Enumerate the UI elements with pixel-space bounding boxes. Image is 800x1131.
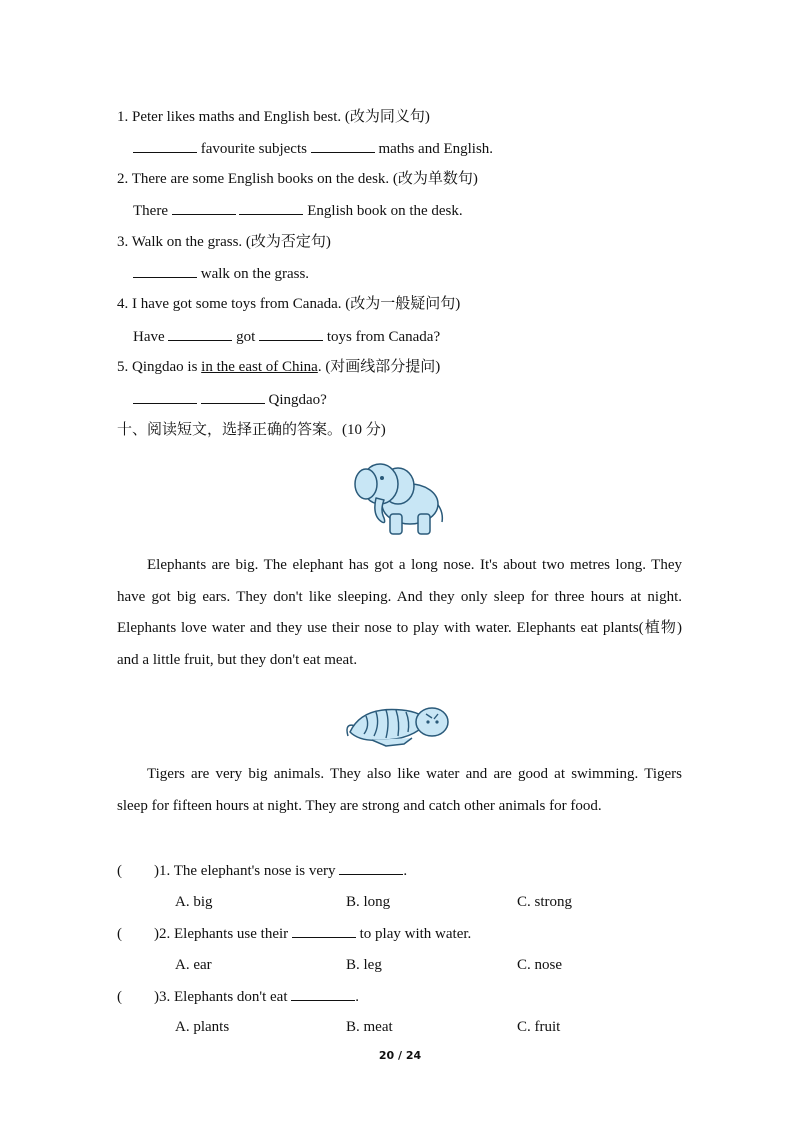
q5-suffix: . [317, 359, 322, 375]
q4-answer-b: got [236, 329, 256, 345]
option-b[interactable]: B. meat [346, 1019, 393, 1035]
option-c[interactable]: C. strong [517, 894, 573, 910]
q3-blank-1[interactable] [133, 263, 197, 278]
answer-paren-close: ) [154, 863, 159, 879]
q5-prefix: 5. Qingdao is [117, 359, 202, 375]
elephant-passage: Elephants are big. The elephant has got a long nose. It's about two metres long. They have got big ears. They don't like sleeping. And they only sleep for three hours at night. Elephants love water and they use their nose to play with water. Elephants eat plants(植物) and a little fruit, but they don't eat meat. [117, 557, 682, 668]
q5-underlined: in the east of China [201, 359, 318, 375]
q1-answer-b: maths and English. [378, 141, 494, 157]
q1-instruction: (改为同义句) [344, 109, 430, 125]
option-b[interactable]: B. leg [346, 957, 382, 973]
q5-instruction: (对画线部分提问) [325, 359, 441, 375]
section-title: 十、阅读短文，选择正确的答案。(10 分) [117, 422, 386, 438]
answer-paren-open[interactable]: ( [117, 926, 122, 942]
q5-answer-line [133, 389, 327, 410]
q1-blank-1[interactable] [133, 138, 197, 153]
q2-answer-b: English book on the desk. [307, 203, 463, 219]
q4-line [117, 294, 460, 314]
elephant-illustration [352, 454, 448, 538]
elephant-eye-icon [380, 476, 384, 480]
q4-answer-a: Have [133, 329, 165, 345]
page-number: 20 / 24 [378, 1049, 422, 1062]
q2-answer-a: There [133, 203, 168, 219]
option-b[interactable]: B. long [346, 894, 391, 910]
tiger-eye-icon [435, 720, 438, 723]
q2-sentence: 2. There are some English books on the desk. [117, 171, 390, 187]
q1-blank-2[interactable] [311, 138, 375, 153]
tiger-passage: Tigers are very big animals. They also like water and are good at swimming. Tigers sleep for fifteen hours at night. They are strong and catch other animals for food. [117, 766, 682, 814]
option-a[interactable]: A. big [175, 894, 213, 910]
answer-paren-open[interactable]: ( [117, 989, 122, 1005]
q1-sentence: 1. Peter likes maths and English best. [117, 109, 342, 125]
question-end: to play with water. [359, 926, 472, 942]
q4-answer-c: toys from Canada? [326, 329, 441, 345]
question-blank [339, 860, 403, 875]
q3-instruction: (改为否定句) [245, 234, 331, 250]
option-a[interactable]: A. plants [175, 1019, 230, 1035]
q5-blank-1[interactable] [133, 389, 197, 404]
question-blank [291, 986, 355, 1001]
q1-answer-a: favourite subjects [200, 141, 307, 157]
q2-blank-1[interactable] [172, 200, 236, 215]
question-end: . [403, 863, 408, 879]
q2-line [117, 169, 478, 189]
option-c[interactable]: C. nose [517, 957, 562, 973]
question-end: . [355, 989, 360, 1005]
option-c[interactable]: C. fruit [517, 1019, 561, 1035]
q2-instruction: (改为单数句) [392, 171, 478, 187]
tiger-illustration [342, 686, 452, 750]
q4-blank-2[interactable] [259, 326, 323, 341]
q5-blank-2[interactable] [201, 389, 265, 404]
q2-blank-2[interactable] [239, 200, 303, 215]
mc-question-2 [117, 923, 471, 944]
question-stem: 2. Elephants use their [159, 926, 289, 942]
q5-line [117, 357, 440, 377]
q4-instruction: (改为一般疑问句) [345, 296, 461, 312]
q1-answer-line [133, 138, 493, 159]
q4-blank-1[interactable] [168, 326, 232, 341]
q4-answer-line [133, 326, 440, 347]
question-blank [292, 923, 356, 938]
q3-sentence: 3. Walk on the grass. [117, 234, 243, 250]
answer-paren-close: ) [154, 926, 159, 942]
q3-answer-a: walk on the grass. [200, 266, 310, 282]
q1-line [117, 107, 430, 127]
q2-answer-line [133, 200, 463, 221]
answer-paren-open[interactable]: ( [117, 863, 122, 879]
q4-sentence: 4. I have got some toys from Canada. [117, 296, 342, 312]
question-stem: 3. Elephants don't eat [159, 989, 288, 1005]
q5-answer-a: Qingdao? [268, 392, 327, 408]
q3-line [117, 232, 331, 252]
option-a[interactable]: A. ear [175, 957, 212, 973]
mc-question-1 [117, 860, 407, 881]
q3-answer-line [133, 263, 309, 284]
question-stem: 1. The elephant's nose is very [159, 863, 336, 879]
answer-paren-close: ) [154, 989, 159, 1005]
tiger-eye-icon [426, 720, 429, 723]
mc-question-3 [117, 986, 359, 1007]
